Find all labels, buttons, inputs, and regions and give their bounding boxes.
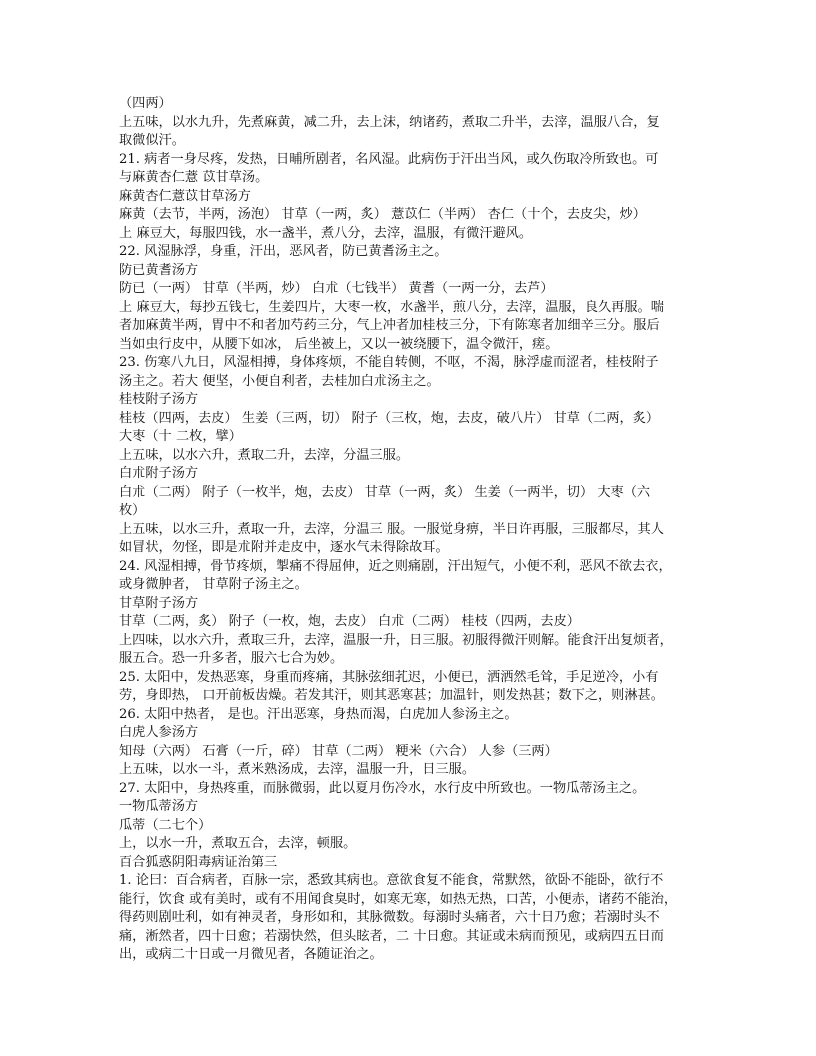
text-line: 上 麻豆大，每服四钱，水一盏半，煮八分，去滓，温服，有微汗避风。 bbox=[119, 225, 533, 241]
text-line: 或身微肿者， 甘草附子汤主之。 bbox=[119, 577, 308, 592]
formula-title: 麻黄杏仁薏苡甘草汤方 bbox=[119, 188, 251, 204]
text-line: 上五味，以水一斗，煮米熟汤成，去滓，温服一升，日三服。 bbox=[119, 762, 476, 777]
text-line: 汤主之。若大 便坚，小便自利者，去桂加白朮汤主之。 bbox=[119, 373, 440, 389]
text-line: 者加麻黄半两，胃中不和者加芍药三分，气上冲者加桂枝三分，下有陈寒者加细辛三分。服后 bbox=[119, 318, 660, 333]
ingredients-line: 防已（一两） 甘草（半两，炒） 白朮（七钱半） 黄耆（一两一分，去芦） bbox=[119, 281, 554, 296]
formula-title: 一物瓜蒂汤方 bbox=[119, 799, 199, 814]
chapter-heading: 百合狐惑阴阳毒病证治第三 bbox=[119, 854, 278, 870]
ingredients-line: 甘草（二两，炙） 附子（一枚，炮，去皮） 白朮（二两） 桂枝（四两，去皮） bbox=[119, 614, 580, 629]
text-line: 取微似汗。 bbox=[119, 133, 185, 148]
text-line: 当如虫行皮中，从腰下如冰， 后坐被上，又以一被绕腰下，温令微汗，瘥。 bbox=[119, 336, 559, 352]
document-page bbox=[119, 95, 709, 965]
text-line: 上五味，以水六升，煮取二升，去滓，分温三服。 bbox=[119, 447, 410, 463]
text-line: （四两） bbox=[119, 96, 172, 111]
text-line: 上 麻豆大，每抄五钱七，生姜四片，大枣一枚，水盏半，煎八分，去滓，温服，良久再服。喘 bbox=[119, 299, 664, 315]
formula-title: 防已黄耆汤方 bbox=[119, 262, 199, 278]
clause-26: 26. 太阳中热者， 是也。汗出恶寒，身热而渴，白虎加人参汤主之。 bbox=[119, 706, 518, 722]
text-line: 上，以水一升，煮取五合，去滓，顿服。 bbox=[119, 836, 357, 851]
clause-27: 27. 太阳中，身热疼重，而脉微弱，此以夏月伤冷水，水行皮中所致也。一物瓜蒂汤主之。 bbox=[119, 780, 646, 796]
clause-21: 21. 病者一身尽疼，发热，日晡所剧者，名风湿。此病伤于汗出当风，或久伤取冷所致也。可 bbox=[119, 151, 659, 167]
formula-title: 白虎人参汤方 bbox=[119, 725, 199, 740]
ingredients-line: 瓜蒂（二七个） bbox=[119, 817, 212, 833]
text-line: 出，或病二十日或一月微见者，各随证治之。 bbox=[119, 947, 383, 962]
ingredients-line: 知母（六两） 石膏（一斤，碎） 甘草（二两） 粳米（六合） 人参（三两） bbox=[119, 743, 558, 759]
text-line: 得药则剧吐利，如有神灵者，身形如和，其脉微数。每溺时头痛者，六十日乃愈；若溺时头不 bbox=[119, 910, 660, 925]
clause-24: 24. 风湿相搏，骨节疼烦，掣痛不得屈伸，近之则痛剧，汗出短气，小便不利，恶风不欲去衣， bbox=[119, 558, 672, 574]
ingredients-line: 白朮（二两） 附子（一枚半，炮，去皮） 甘草（一两，炙） 生姜（一两半，切） 大枣（六 bbox=[119, 484, 651, 500]
formula-title: 甘草附子汤方 bbox=[119, 595, 199, 611]
text-line: 上四味，以水六升，煮取三升，去滓，温服一升，日三服。初服得微汗则解。能食汗出复烦者， bbox=[119, 632, 673, 648]
formula-title: 白朮附子汤方 bbox=[119, 466, 199, 481]
text-line: 痛，淅然者，四十日愈；若溺快然，但头眩者，二 十日愈。其证或未病而预见，或病四五日而 bbox=[119, 928, 664, 944]
text-line: 服五合。恐一升多者，服六七合为妙。 bbox=[119, 651, 344, 666]
text-line: 枚） bbox=[119, 503, 146, 518]
text-line: 大枣（十 二枚，擘） bbox=[119, 429, 242, 444]
text-line: 上五味，以水九升，先煮麻黄，减二升，去上沫，纳诸药，煮取二升半，去滓，温服八合，复 bbox=[119, 114, 660, 130]
ingredients-line: 桂枝（四两，去皮） 生姜（三两，切） 附子（三枚，炮，去皮，破八片） 甘草（二两，炙） bbox=[119, 410, 660, 426]
text-line: 能行，饮食 或有美时，或有不用闻食臭时，如寒无寒，如热无热，口苦，小便赤，诸药不能治， bbox=[119, 891, 678, 907]
text-line: 如冒状，勿怪，即是朮附并走皮中，逐水气未得除故耳。 bbox=[119, 540, 449, 555]
clause-22: 22. 风湿脉浮，身重，汗出，恶风者，防已黄耆汤主之。 bbox=[119, 244, 448, 259]
clause-23: 23. 伤寒八九日，风湿相搏，身体疼烦，不能自转侧，不呕，不渴，脉浮虚而涩者，桂枝附子 bbox=[119, 355, 659, 370]
text-line: 上五味，以水三升，煮取一升，去滓，分温三 服。一服觉身痹，半日许再服，三服都尽，其人 bbox=[119, 521, 664, 537]
clause-25: 25. 太阳中，发热恶寒，身重而疼痛，其脉弦细芤迟，小便已，洒洒然毛耸，手足逆冷，小有 bbox=[119, 669, 659, 685]
formula-title: 桂枝附子汤方 bbox=[119, 392, 199, 407]
ingredients-line: 麻黄（去节，半两，汤泡） 甘草（一两，炙） 薏苡仁（半两） 杏仁（十个，去皮尖，炒） bbox=[119, 207, 646, 222]
text-line: 劳，身即热， 口开前板齿燥。若发其汗，则其恶寒甚；加温针，则发热甚；数下之，则淋甚。 bbox=[119, 688, 664, 703]
clause-1: 1. 论曰：百合病者，百脉一宗，悉致其病也。意欲食复不能食，常默然，欲卧不能卧，欲行不 bbox=[119, 873, 664, 888]
text-line: 与麻黄杏仁薏 苡甘草汤。 bbox=[119, 170, 269, 185]
